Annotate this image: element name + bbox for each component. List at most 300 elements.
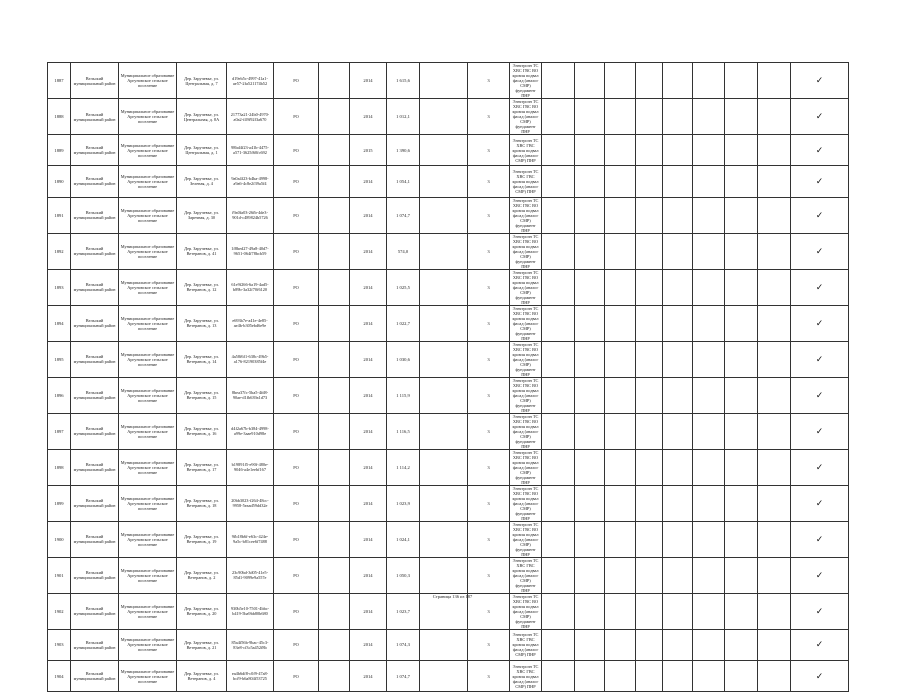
- work-types-cell: Электроэн ТС ХВС ГВС ВО кровля подвал фасад (аналог СМР) фундамент ПНР: [510, 377, 542, 413]
- empty-cell: [319, 521, 350, 557]
- empty-cell: [542, 413, 575, 449]
- check-mark-icon: ✓: [791, 593, 849, 629]
- empty-cell: [636, 99, 663, 135]
- year-cell: 2014: [350, 341, 387, 377]
- row-number-cell: 1889: [48, 135, 71, 166]
- empty-cell: [758, 233, 791, 269]
- empty-cell: [420, 63, 468, 99]
- count-cell: 3: [468, 197, 510, 233]
- address-cell: Дер. Заручевье, ул. Центральная, д. 8А: [177, 99, 227, 135]
- table-row: [48, 557, 849, 593]
- empty-cell: [636, 449, 663, 485]
- check-mark-icon: ✓: [791, 660, 849, 691]
- empty-cell: [663, 269, 693, 305]
- house-guid-cell: 85a4f56b-9bac-45c3-83e8-cf3c5a452f8b: [227, 629, 274, 660]
- empty-cell: [758, 629, 791, 660]
- work-types-cell: Электроэн ТС ХВС ГВС ВО кровля подвал фасад (аналог СМР) фундамент ПНР: [510, 485, 542, 521]
- table-row: [48, 63, 849, 99]
- empty-cell: [663, 135, 693, 166]
- count-cell: 3: [468, 557, 510, 593]
- empty-cell: [758, 269, 791, 305]
- address-cell: Дер. Заручевье, ул. Ветеранов, д. 12: [177, 269, 227, 305]
- work-types-cell: Электроэн ТС ХВС ГВС ВО кровля подвал фасад (аналог СМР) фундамент ПНР: [510, 233, 542, 269]
- empty-cell: [758, 377, 791, 413]
- check-mark-icon: ✓: [791, 233, 849, 269]
- year-cell: 2014: [350, 449, 387, 485]
- row-number-cell: 1902: [48, 593, 71, 629]
- empty-cell: [575, 660, 605, 691]
- empty-cell: [542, 521, 575, 557]
- work-types-cell: Электроэн ТС ХВС ГВС ВО кровля подвал фасад (аналог СМР) фундамент ПНР: [510, 197, 542, 233]
- area-cell: 1 025,5: [387, 269, 420, 305]
- empty-cell: [542, 135, 575, 166]
- empty-cell: [693, 269, 725, 305]
- row-number-cell: 1901: [48, 557, 71, 593]
- empty-cell: [575, 413, 605, 449]
- empty-cell: [725, 521, 758, 557]
- count-cell: 3: [468, 99, 510, 135]
- source-cell: РО: [274, 63, 319, 99]
- empty-cell: [636, 629, 663, 660]
- empty-cell: [693, 63, 725, 99]
- row-number-cell: 1897: [48, 413, 71, 449]
- year-cell: 2015: [350, 135, 387, 166]
- empty-cell: [758, 660, 791, 691]
- year-cell: 2014: [350, 99, 387, 135]
- table-row: [48, 377, 849, 413]
- source-cell: РО: [274, 413, 319, 449]
- house-guid-cell: b19891f5-e90f-480e-9046-a4e1eebf167: [227, 449, 274, 485]
- municipality-cell: Муниципальное образование Аргуновское сельское поселение: [119, 521, 177, 557]
- count-cell: 3: [468, 413, 510, 449]
- empty-cell: [319, 629, 350, 660]
- municipality-cell: Муниципальное образование Аргуновское сельское поселение: [119, 629, 177, 660]
- empty-cell: [636, 197, 663, 233]
- check-mark-icon: ✓: [791, 305, 849, 341]
- area-cell: 1 074,7: [387, 660, 420, 691]
- area-cell: 1 023,7: [387, 593, 420, 629]
- work-types-cell: Электроэн ТС ХВС ГВС ВО кровля подвал фасад (аналог СМР) фундамент ПНР: [510, 521, 542, 557]
- empty-cell: [605, 305, 636, 341]
- work-types-cell: Электроэн ТС ХВС ГВС ВО кровля подвал фасад (аналог СМР) фундамент ПНР: [510, 305, 542, 341]
- district-cell: Вельский муниципальный район: [71, 377, 119, 413]
- empty-cell: [575, 197, 605, 233]
- table-row: [48, 135, 849, 166]
- address-cell: Дер. Заручевье, ул. Ветеранов, д. 2: [177, 557, 227, 593]
- empty-cell: [605, 197, 636, 233]
- house-guid-cell: 930b5e10-7501-4bbc-b419-5ba9bb80b680: [227, 593, 274, 629]
- house-guid-cell: 8bea37fc-5ba5-4fd8-90ae-d1fb639a1d73: [227, 377, 274, 413]
- source-cell: РО: [274, 377, 319, 413]
- municipality-cell: Муниципальное образование Аргуновское сельское поселение: [119, 63, 177, 99]
- address-cell: Дер. Заручевье, ул. Заречная, д. 30: [177, 197, 227, 233]
- year-cell: 2014: [350, 521, 387, 557]
- work-types-cell: Электроэн ТС ХВС ГВС ВО кровля подвал фасад (аналог СМР) фундамент ПНР: [510, 449, 542, 485]
- area-cell: 1 115,9: [387, 377, 420, 413]
- empty-cell: [575, 63, 605, 99]
- empty-cell: [420, 305, 468, 341]
- empty-cell: [725, 166, 758, 197]
- empty-cell: [605, 63, 636, 99]
- empty-cell: [663, 629, 693, 660]
- empty-cell: [575, 166, 605, 197]
- empty-cell: [636, 660, 663, 691]
- empty-cell: [605, 377, 636, 413]
- empty-cell: [420, 521, 468, 557]
- empty-cell: [319, 413, 350, 449]
- district-cell: Вельский муниципальный район: [71, 485, 119, 521]
- empty-cell: [663, 99, 693, 135]
- house-guid-cell: d4f2a67b-b384-4998-a99e-3aae910d98e: [227, 413, 274, 449]
- table-row: [48, 660, 849, 691]
- empty-cell: [663, 660, 693, 691]
- empty-cell: [663, 305, 693, 341]
- address-cell: Дер. Заручевье, ул. Ветеранов, д. 20: [177, 593, 227, 629]
- year-cell: 2014: [350, 485, 387, 521]
- empty-cell: [758, 197, 791, 233]
- row-number-cell: 1896: [48, 377, 71, 413]
- row-number-cell: 1903: [48, 629, 71, 660]
- year-cell: 2014: [350, 233, 387, 269]
- count-cell: 3: [468, 521, 510, 557]
- check-mark-icon: ✓: [791, 629, 849, 660]
- empty-cell: [636, 233, 663, 269]
- house-guid-cell: e693b7e-a41e-4e85-ae4b-b305ebd6e9e: [227, 305, 274, 341]
- empty-cell: [575, 305, 605, 341]
- source-cell: РО: [274, 197, 319, 233]
- area-cell: 1 390,6: [387, 135, 420, 166]
- municipality-cell: Муниципальное образование Аргуновское сельское поселение: [119, 449, 177, 485]
- empty-cell: [758, 99, 791, 135]
- empty-cell: [725, 485, 758, 521]
- empty-cell: [663, 449, 693, 485]
- empty-cell: [319, 233, 350, 269]
- area-cell: 1 012,1: [387, 99, 420, 135]
- empty-cell: [636, 557, 663, 593]
- municipality-cell: Муниципальное образование Аргуновское сельское поселение: [119, 197, 177, 233]
- area-cell: 1 116,5: [387, 413, 420, 449]
- area-cell: 1 030,6: [387, 341, 420, 377]
- empty-cell: [542, 341, 575, 377]
- row-number-cell: 1888: [48, 99, 71, 135]
- source-cell: РО: [274, 449, 319, 485]
- empty-cell: [420, 341, 468, 377]
- empty-cell: [420, 449, 468, 485]
- count-cell: 3: [468, 485, 510, 521]
- empty-cell: [542, 197, 575, 233]
- empty-cell: [663, 233, 693, 269]
- empty-cell: [636, 377, 663, 413]
- check-mark-icon: ✓: [791, 413, 849, 449]
- empty-cell: [319, 305, 350, 341]
- page-footer: Страница 136 из 187: [432, 594, 473, 599]
- table-row: [48, 166, 849, 197]
- district-cell: Вельский муниципальный район: [71, 166, 119, 197]
- district-cell: Вельский муниципальный район: [71, 305, 119, 341]
- empty-cell: [636, 166, 663, 197]
- empty-cell: [725, 269, 758, 305]
- empty-cell: [693, 521, 725, 557]
- empty-cell: [725, 233, 758, 269]
- municipality-cell: Муниципальное образование Аргуновское сельское поселение: [119, 593, 177, 629]
- address-cell: Дер. Заручевье, ул. Ветеранов, д. 18: [177, 485, 227, 521]
- district-cell: Вельский муниципальный район: [71, 629, 119, 660]
- count-cell: 3: [468, 305, 510, 341]
- empty-cell: [758, 557, 791, 593]
- row-number-cell: 1887: [48, 63, 71, 99]
- row-number-cell: 1898: [48, 449, 71, 485]
- municipality-cell: Муниципальное образование Аргуновское сельское поселение: [119, 377, 177, 413]
- check-mark-icon: ✓: [791, 449, 849, 485]
- empty-cell: [542, 269, 575, 305]
- count-cell: 3: [468, 166, 510, 197]
- empty-cell: [542, 63, 575, 99]
- empty-cell: [636, 305, 663, 341]
- area-cell: 1 024,1: [387, 521, 420, 557]
- municipality-cell: Муниципальное образование Аргуновское сельское поселение: [119, 166, 177, 197]
- empty-cell: [663, 557, 693, 593]
- municipality-cell: Муниципальное образование Аргуновское сельское поселение: [119, 557, 177, 593]
- source-cell: РО: [274, 485, 319, 521]
- empty-cell: [605, 485, 636, 521]
- municipality-cell: Муниципальное образование Аргуновское сельское поселение: [119, 233, 177, 269]
- house-guid-cell: 98bd4f23-a41b-4475-a571-3625f60fc692: [227, 135, 274, 166]
- year-cell: 2014: [350, 413, 387, 449]
- empty-cell: [663, 377, 693, 413]
- empty-cell: [542, 377, 575, 413]
- year-cell: 2014: [350, 660, 387, 691]
- address-cell: Дер. Заручевье, ул. Зеленая, д. 4: [177, 166, 227, 197]
- empty-cell: [420, 485, 468, 521]
- empty-cell: [542, 233, 575, 269]
- empty-cell: [575, 557, 605, 593]
- empty-cell: [575, 341, 605, 377]
- empty-cell: [758, 135, 791, 166]
- empty-cell: [542, 557, 575, 593]
- empty-cell: [575, 135, 605, 166]
- municipality-cell: Муниципальное образование Аргуновское сельское поселение: [119, 99, 177, 135]
- empty-cell: [636, 413, 663, 449]
- empty-cell: [636, 63, 663, 99]
- empty-cell: [575, 269, 605, 305]
- district-cell: Вельский муниципальный район: [71, 413, 119, 449]
- table-row: [48, 629, 849, 660]
- empty-cell: [420, 233, 468, 269]
- area-cell: 1 074,7: [387, 197, 420, 233]
- house-guid-cell: f9a0fa03-26fb-4de3-901d-c489824b5726: [227, 197, 274, 233]
- house-guid-cell: d19eb5c-4997-41a1-ae57-2fa521174b52: [227, 63, 274, 99]
- year-cell: 2014: [350, 629, 387, 660]
- empty-cell: [575, 99, 605, 135]
- area-cell: 1 615,6: [387, 63, 420, 99]
- empty-cell: [420, 413, 468, 449]
- empty-cell: [319, 99, 350, 135]
- empty-cell: [542, 166, 575, 197]
- empty-cell: [725, 629, 758, 660]
- district-cell: Вельский муниципальный район: [71, 660, 119, 691]
- empty-cell: [725, 413, 758, 449]
- empty-cell: [575, 377, 605, 413]
- empty-cell: [319, 660, 350, 691]
- municipality-cell: Муниципальное образование Аргуновское сельское поселение: [119, 305, 177, 341]
- district-cell: Вельский муниципальный район: [71, 233, 119, 269]
- area-cell: 1 023,9: [387, 485, 420, 521]
- empty-cell: [575, 485, 605, 521]
- empty-cell: [693, 485, 725, 521]
- check-mark-icon: ✓: [791, 135, 849, 166]
- check-mark-icon: ✓: [791, 166, 849, 197]
- check-mark-icon: ✓: [791, 99, 849, 135]
- empty-cell: [542, 485, 575, 521]
- year-cell: 2014: [350, 166, 387, 197]
- row-number-cell: 1899: [48, 485, 71, 521]
- empty-cell: [758, 341, 791, 377]
- table-row: [48, 99, 849, 135]
- empty-cell: [420, 99, 468, 135]
- source-cell: РО: [274, 557, 319, 593]
- empty-cell: [636, 269, 663, 305]
- empty-cell: [663, 485, 693, 521]
- empty-cell: [542, 449, 575, 485]
- row-number-cell: 1892: [48, 233, 71, 269]
- empty-cell: [693, 449, 725, 485]
- empty-cell: [319, 135, 350, 166]
- empty-cell: [758, 485, 791, 521]
- source-cell: РО: [274, 99, 319, 135]
- address-cell: Дер. Заручевье, ул. Центральная, д. 1: [177, 135, 227, 166]
- empty-cell: [319, 63, 350, 99]
- empty-cell: [420, 629, 468, 660]
- empty-cell: [636, 341, 663, 377]
- empty-cell: [605, 341, 636, 377]
- check-mark-icon: ✓: [791, 377, 849, 413]
- area-cell: 574,0: [387, 233, 420, 269]
- empty-cell: [605, 233, 636, 269]
- year-cell: 2014: [350, 557, 387, 593]
- empty-cell: [725, 341, 758, 377]
- municipality-cell: Муниципальное образование Аргуновское сельское поселение: [119, 341, 177, 377]
- empty-cell: [725, 660, 758, 691]
- empty-cell: [693, 305, 725, 341]
- work-types-cell: Электроэн ТС ХВС ГВС кровля подвал фасад (аналог СМР) фундамент ПНР: [510, 557, 542, 593]
- empty-cell: [663, 341, 693, 377]
- empty-cell: [725, 557, 758, 593]
- row-number-cell: 1904: [48, 660, 71, 691]
- row-number-cell: 1900: [48, 521, 71, 557]
- count-cell: 3: [468, 135, 510, 166]
- table-row: [48, 305, 849, 341]
- work-types-cell: Электроэн ТС ХВС ГВС ВО кровля подвал фасад (аналог СМР) фундамент ПНР: [510, 63, 542, 99]
- house-guid-cell: 20bb3023-f264-48cc-9958-5eaad59dd32e: [227, 485, 274, 521]
- work-types-cell: Электроэн ТС ХВС ГВС кровля подвал фасад (аналог СМР) ПНР: [510, 166, 542, 197]
- municipality-cell: Муниципальное образование Аргуновское сельское поселение: [119, 485, 177, 521]
- address-cell: Дер. Заручевье, ул. Ветеранов, д. 21: [177, 629, 227, 660]
- source-cell: РО: [274, 166, 319, 197]
- address-cell: Дер. Заручевье, ул. Ветеранов, д. 17: [177, 449, 227, 485]
- empty-cell: [605, 557, 636, 593]
- count-cell: 3: [468, 341, 510, 377]
- municipality-cell: Муниципальное образование Аргуновское сельское поселение: [119, 660, 177, 691]
- empty-cell: [663, 413, 693, 449]
- district-cell: Вельский муниципальный район: [71, 63, 119, 99]
- empty-cell: [725, 197, 758, 233]
- empty-cell: [605, 660, 636, 691]
- count-cell: 3: [468, 377, 510, 413]
- address-cell: Дер. Заручевье, ул. Ветеранов, д. 14: [177, 341, 227, 377]
- empty-cell: [758, 413, 791, 449]
- house-guid-cell: 1f8bed27-49a8-40d7-9651-064f78bcb59: [227, 233, 274, 269]
- count-cell: 3: [468, 660, 510, 691]
- empty-cell: [605, 269, 636, 305]
- district-cell: Вельский муниципальный район: [71, 449, 119, 485]
- check-mark-icon: ✓: [791, 269, 849, 305]
- empty-cell: [420, 135, 468, 166]
- work-types-cell: Электроэн ТС ХВС ГВС ВО кровля подвал фасад (аналог СМР) фундамент ПНР: [510, 593, 542, 629]
- source-cell: РО: [274, 341, 319, 377]
- count-cell: 3: [468, 593, 510, 629]
- empty-cell: [542, 629, 575, 660]
- source-cell: РО: [274, 305, 319, 341]
- source-cell: РО: [274, 269, 319, 305]
- empty-cell: [693, 135, 725, 166]
- work-types-cell: Электроэн ТС ХВС ГВС кровля подвал фасад (аналог СМР) ПНР: [510, 660, 542, 691]
- empty-cell: [636, 485, 663, 521]
- empty-cell: [663, 63, 693, 99]
- empty-cell: [420, 660, 468, 691]
- address-cell: Дер. Заручевье, ул. Ветеранов, д. 19: [177, 521, 227, 557]
- house-guid-cell: 23c90bd-3d05-41e5-85d1-9099e9a557e: [227, 557, 274, 593]
- work-types-cell: Электроэн ТС ХВС ГВС кровля подвал фасад (аналог СМР) ПНР: [510, 135, 542, 166]
- empty-cell: [725, 135, 758, 166]
- empty-cell: [758, 63, 791, 99]
- empty-cell: [758, 449, 791, 485]
- check-mark-icon: ✓: [791, 521, 849, 557]
- count-cell: 3: [468, 449, 510, 485]
- district-cell: Вельский муниципальный район: [71, 557, 119, 593]
- empty-cell: [319, 341, 350, 377]
- empty-cell: [605, 449, 636, 485]
- district-cell: Вельский муниципальный район: [71, 197, 119, 233]
- empty-cell: [758, 521, 791, 557]
- house-guid-cell: 9a0a4f23-b4ba-4998-a9a6-4c8e2f39a5f4: [227, 166, 274, 197]
- source-cell: РО: [274, 660, 319, 691]
- district-cell: Вельский муниципальный район: [71, 135, 119, 166]
- house-guid-cell: ea4b6df8-c0f9-47a8-bcf9-b6a804f53725: [227, 660, 274, 691]
- address-cell: Дер. Заручевье, ул. Ветеранов, д. 16: [177, 413, 227, 449]
- empty-cell: [725, 63, 758, 99]
- empty-cell: [420, 197, 468, 233]
- year-cell: 2014: [350, 197, 387, 233]
- count-cell: 3: [468, 233, 510, 269]
- area-cell: 1 074,3: [387, 629, 420, 660]
- house-guid-cell: 4a58f6f1-638c-49b5-a176-82190385f4e: [227, 341, 274, 377]
- table-row: [48, 197, 849, 233]
- row-number-cell: 1895: [48, 341, 71, 377]
- source-cell: РО: [274, 521, 319, 557]
- count-cell: 3: [468, 63, 510, 99]
- empty-cell: [693, 197, 725, 233]
- empty-cell: [693, 557, 725, 593]
- empty-cell: [693, 233, 725, 269]
- source-cell: РО: [274, 233, 319, 269]
- work-types-cell: Электроэн ТС ХВС ГВС ВО кровля подвал фасад (аналог СМР) фундамент ПНР: [510, 413, 542, 449]
- empty-cell: [636, 135, 663, 166]
- address-cell: Дер. Заручевье, ул. Ветеранов, д. 13: [177, 305, 227, 341]
- empty-cell: [693, 377, 725, 413]
- empty-cell: [575, 449, 605, 485]
- check-mark-icon: ✓: [791, 341, 849, 377]
- work-types-cell: Электроэн ТС ХВС ГВС кровля подвал фасад (аналог СМР) ПНР: [510, 629, 542, 660]
